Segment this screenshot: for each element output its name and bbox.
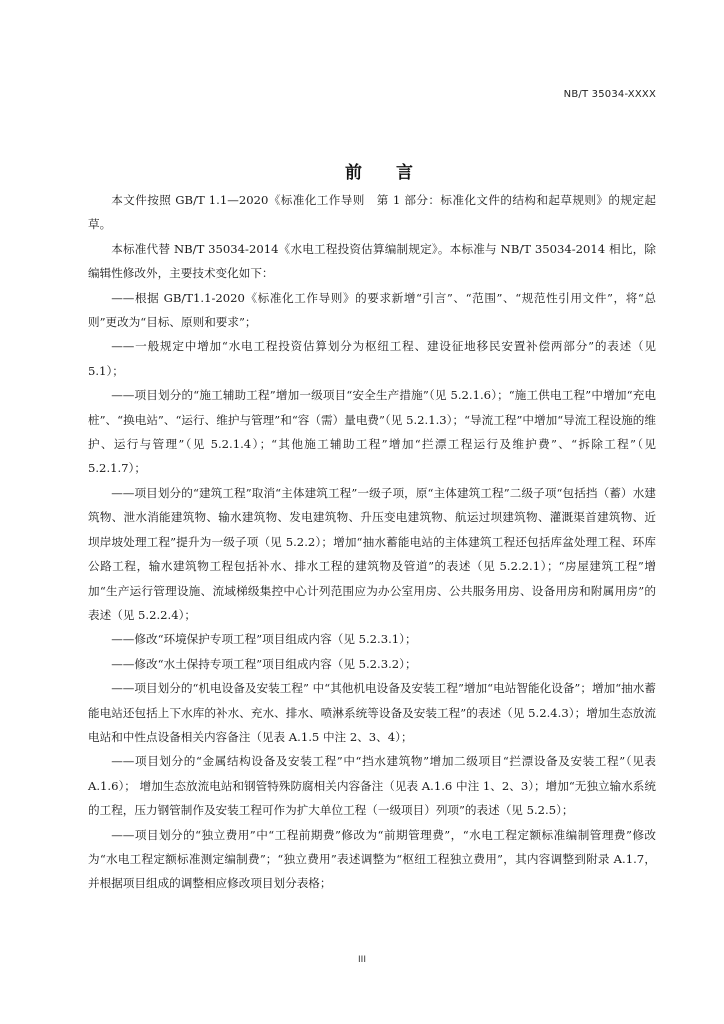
- change-item: ——项目划分的“建筑工程”取消“主体建筑工程”一级子项，原“主体建筑工程”二级子项“包括挡（蓄）水建筑物、泄水消能建筑物、输水建筑物、发电建筑物、升压变电建筑物、航运过坝建筑物、灌溉渠首建筑物、近坝岸坡处理工程”提升为一级子项（见 5.2.2）；增加“抽水蓄能电站的主体建筑工程还包括库盆处理工程、环库公路工程，输水建筑物工程包括补水、排水工程的建筑物及管道”的表述（见 5.2.2.1）；“房屋建筑工程”增加“生产运行管理设施、流域梯级集控中心计列范围应为办公室用房、公共服务用房、设备用房和附属用房”的表述（见 5.2.2.4）；: [88, 485, 656, 622]
- paragraph: 本标准代替 NB/T 35034-2014《水电工程投资估算编制规定》。本标准与 NB/T 35034-2014 相比，除编辑性修改外，主要技术变化如下：: [88, 241, 656, 281]
- document-body: [88, 188, 656, 896]
- change-item: ——修改“环境保护专项工程”项目组成内容（见 5.2.3.1）；: [111, 632, 417, 647]
- document-code: NB/T 35034-XXXX: [563, 89, 656, 100]
- change-item: ——根据 GB/T1.1-2020《标准化工作导则》的要求新增“引言”、“范围”、“规范性引用文件”，将“总则”更改为“目标、原则和要求”；: [88, 290, 656, 330]
- change-item: ——一般规定中增加“水电工程投资估算划分为枢纽工程、建设征地移民安置补偿两部分”的表述（见 5.1）；: [88, 339, 656, 378]
- change-item: ——项目划分的“机电设备及安装工程” 中“其他机电设备及安装工程”增加“电站智能化设备”；增加“抽水蓄能电站还包括上下水库的补水、充水、排水、喷淋系统等设备及安装工程”的表述（见 5.2.4.3）；增加生态放流电站和中性点设备相关内容备注（见表 A.1.5 中注 2、3、4）；: [88, 681, 656, 744]
- change-item: ——项目划分的“独立费用”中“工程前期费”修改为“前期管理费”，“水电工程定额标准编制管理费”修改为“水电工程定额标准测定编制费”；“独立费用”表述调整为“枢纽工程独立费用”，其内容调整到附录 A.1.7，并根据项目组成的调整相应修改项目划分表格；: [88, 827, 656, 891]
- page-title: 前言: [345, 163, 447, 183]
- paragraph: 本文件按照 GB/T 1.1—2020《标准化工作导则 第 1 部分：标准化文件的结构和起草规则》的规定起草。: [88, 193, 656, 232]
- page-number: III: [358, 955, 366, 965]
- change-item: ——修改“水土保持专项工程”项目组成内容（见 5.2.3.2）；: [111, 656, 417, 671]
- change-item: ——项目划分的“施工辅助工程”增加一级项目“安全生产措施”（见 5.2.1.6）；“施工供电工程”中增加“充电桩”、“换电站”、“运行、维护与管理”和“容（需）量电费”（见 5.2.1.3）；“导流工程”中增加“导流工程设施的维护、运行与管理”（见 5.2.1.4）；“其他施工辅助工程”增加“拦漂工程运行及维护费”、“拆除工程”（见 5.2.1.7）；: [88, 388, 656, 476]
- change-item: ——项目划分的“金属结构设备及安装工程”中“挡水建筑物”增加二级项目“拦漂设备及安装工程”（见表 A.1.6）； 增加生态放流电站和钢管特殊防腐相关内容备注（见表 A.1.6 中注 1、2、3）；增加“无独立输水系统的工程，压力钢管制作及安装工程可作为扩大单位工程（一级项目）列项”的表述（见 5.2.5）；: [88, 754, 656, 818]
